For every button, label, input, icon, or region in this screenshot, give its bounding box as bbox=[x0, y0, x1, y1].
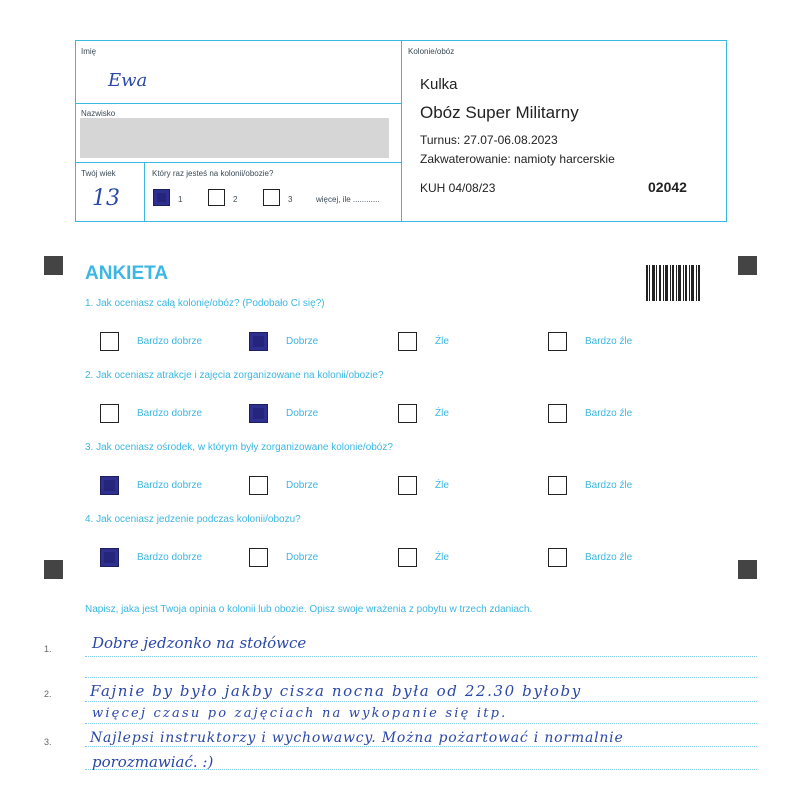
answer-checkbox[interactable] bbox=[548, 548, 567, 567]
corner-marker-tl bbox=[44, 256, 63, 275]
opinion-line-3a[interactable]: Najlepsi instruktorzy i wychowawcy. Można pożartować i normalnie bbox=[90, 730, 624, 746]
corner-marker-bl bbox=[44, 560, 63, 579]
raz-1-checkbox[interactable] bbox=[153, 189, 170, 206]
raz-3-checkbox[interactable] bbox=[263, 189, 280, 206]
dotted-line bbox=[85, 656, 757, 657]
ktory-raz-label: Który raz jesteś na kolonii/obozie? bbox=[152, 169, 274, 178]
wiek-label: Twój wiek bbox=[81, 169, 116, 178]
answer-checkbox[interactable] bbox=[548, 332, 567, 351]
dotted-line bbox=[85, 677, 757, 678]
corner-marker-tr bbox=[738, 256, 757, 275]
wiek-value[interactable]: 13 bbox=[92, 186, 120, 211]
corner-marker-br bbox=[738, 560, 757, 579]
answer-label: Dobrze bbox=[286, 552, 319, 563]
answer-label: Źle bbox=[435, 480, 449, 491]
answer-label: Źle bbox=[435, 552, 449, 563]
camp-type: Obóz Super Militarny bbox=[420, 103, 579, 122]
answer-label: Bardzo źle bbox=[585, 336, 633, 347]
answer-label: Bardzo dobrze bbox=[137, 552, 203, 563]
answer-checkbox[interactable] bbox=[398, 548, 417, 567]
dotted-line bbox=[85, 746, 757, 747]
raz-1-label: 1 bbox=[178, 195, 183, 204]
answer-label: Bardzo dobrze bbox=[137, 336, 203, 347]
answer-label: Bardzo dobrze bbox=[137, 408, 203, 419]
answer-label: Dobrze bbox=[286, 336, 319, 347]
answer-label: Bardzo źle bbox=[585, 408, 633, 419]
answer-label: Źle bbox=[435, 408, 449, 419]
line-number-3: 3. bbox=[44, 737, 52, 747]
line-number-1: 1. bbox=[44, 644, 52, 654]
line-number-2: 2. bbox=[44, 689, 52, 699]
answer-checkbox[interactable] bbox=[548, 404, 567, 423]
answer-checkbox[interactable] bbox=[249, 332, 268, 351]
answer-checkbox[interactable] bbox=[100, 476, 119, 495]
answer-label: Bardzo źle bbox=[585, 480, 633, 491]
raz-wiecej-label: więcej, ile ............ bbox=[316, 195, 380, 204]
survey-title: ANKIETA bbox=[85, 263, 169, 284]
opinion-line-3b[interactable]: porozmawiać. :) bbox=[92, 753, 214, 771]
answer-checkbox[interactable] bbox=[249, 404, 268, 423]
answer-label: Bardzo dobrze bbox=[137, 480, 203, 491]
answer-label: Bardzo źle bbox=[585, 552, 633, 563]
answer-checkbox[interactable] bbox=[100, 404, 119, 423]
opinion-prompt: Napisz, jaka jest Twoja opinia o kolonii lub obozie. Opisz swoje wrażenia z pobytu w trzech zdaniach. bbox=[85, 604, 533, 615]
answer-checkbox[interactable] bbox=[249, 476, 268, 495]
nazwisko-label: Nazwisko bbox=[81, 109, 116, 118]
answer-checkbox[interactable] bbox=[398, 404, 417, 423]
answer-checkbox[interactable] bbox=[100, 332, 119, 351]
header-divider bbox=[401, 40, 402, 222]
kolonie-label: Kolonie/obóz bbox=[408, 47, 455, 56]
raz-2-label: 2 bbox=[233, 195, 238, 204]
form-number: 02042 bbox=[648, 179, 687, 195]
answer-checkbox[interactable] bbox=[548, 476, 567, 495]
question-text: 1. Jak oceniasz całą kolonię/obóz? (Podobało Ci się?) bbox=[85, 298, 325, 309]
question-text: 4. Jak oceniasz jedzenie podczas kolonii/obozu? bbox=[85, 514, 301, 525]
nazwisko-divider bbox=[75, 162, 402, 163]
dotted-line bbox=[85, 701, 757, 702]
barcode-icon bbox=[646, 265, 700, 301]
code: KUH 04/08/23 bbox=[420, 181, 496, 195]
opinion-line-2a[interactable]: Fajnie by było jakby cisza nocna była od 22.30 byłoby bbox=[90, 682, 582, 700]
imie-divider bbox=[75, 103, 402, 104]
answer-label: Dobrze bbox=[286, 480, 319, 491]
answer-checkbox[interactable] bbox=[249, 548, 268, 567]
imie-value[interactable]: Ewa bbox=[108, 70, 148, 91]
zakwaterowanie: Zakwaterowanie: namioty harcerskie bbox=[420, 152, 615, 166]
question-text: 2. Jak oceniasz atrakcje i zajęcia zorganizowane na kolonii/obozie? bbox=[85, 370, 384, 381]
answer-checkbox[interactable] bbox=[100, 548, 119, 567]
opinion-line-2b[interactable]: więcej czasu po zajęciach na wykopanie się itp. bbox=[92, 706, 508, 721]
turnus: Turnus: 27.07-06.08.2023 bbox=[420, 133, 558, 147]
opinion-line-1[interactable]: Dobre jedzonko na stołówce bbox=[92, 634, 307, 652]
answer-checkbox[interactable] bbox=[398, 332, 417, 351]
question-text: 3. Jak oceniasz ośrodek, w którym były zorganizowane kolonie/obóz? bbox=[85, 442, 393, 453]
answer-checkbox[interactable] bbox=[398, 476, 417, 495]
imie-label: Imię bbox=[81, 47, 97, 56]
raz-3-label: 3 bbox=[288, 195, 293, 204]
camp-name: Kulka bbox=[420, 76, 458, 93]
nazwisko-redacted bbox=[80, 118, 389, 158]
answer-label: Źle bbox=[435, 336, 449, 347]
answer-label: Dobrze bbox=[286, 408, 319, 419]
dotted-line bbox=[85, 723, 757, 724]
wiek-divider bbox=[144, 162, 145, 222]
raz-2-checkbox[interactable] bbox=[208, 189, 225, 206]
